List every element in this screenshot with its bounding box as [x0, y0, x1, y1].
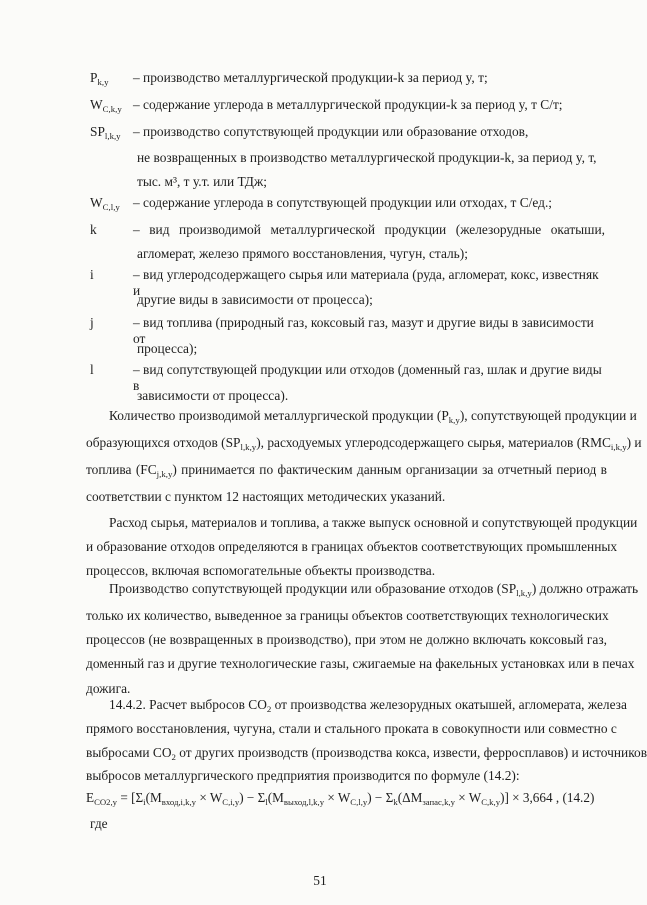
- definition-symbol: $P_{k,y}$: [90, 70, 109, 88]
- paragraph-1-line-1: Количество производимой металлургической продукции $(P_{k,y})$, сопутствующей продукции и: [109, 408, 637, 426]
- paragraph-4-line-1: 14.4.2. Расчет выбросов $CO_2$ от производства железорудных окатышей, агломерата, железа: [109, 697, 627, 715]
- definition-text-cont: зависимости от процесса).: [137, 388, 289, 403]
- formula-14-2: $E_{CO2,y} = [\Sigma_i(M_{вход,i,k,y} \times W_{C,i,y}) - \Sigma_l(M_{выход,l,k,y} \times W_{C,l,y}) - \Sigma_k(\Delta M_{запас,k,y} \times W_{C,k,y})] \times 3,664$ , (14.2): [86, 790, 595, 808]
- paragraph-3-line-1: Производство сопутствующей продукции или образование отходов $(SP_{l,k,y})$ должно отражать: [109, 581, 639, 599]
- definition-symbol: i: [90, 267, 94, 282]
- paragraph-1-line-4: соответствии с пунктом 12 настоящих методических указаний.: [86, 489, 446, 504]
- definition-symbol: j: [90, 315, 94, 330]
- definition-text-cont: процесса);: [137, 341, 198, 356]
- paragraph-4-line-4: выбросов металлургического предприятия производится по формуле (14.2):: [86, 768, 520, 783]
- definition-text: – содержание углерода в сопутствующей продукции или отходах, т С/ед.;: [133, 195, 553, 210]
- definition-text: – вид сопутствующей продукции или отходов (доменный газ, шлак и другие виды в: [133, 362, 602, 393]
- definition-text: – вид топлива (природный газ, коксовый газ, мазут и другие виды в зависимости от: [133, 315, 594, 346]
- definition-text: – производство металлургической продукции-k за период y, т;: [133, 70, 488, 85]
- definition-text: – вид производимой металлургической продукции (железорудные окатыши,: [133, 222, 605, 237]
- paragraph-4-line-2: прямого восстановления, чугуна, стали и стального проката в совокупности или совместно с: [86, 721, 617, 736]
- definition-text: – вид углеродсодержащего сырья или материала (руда, агломерат, кокс, известняк и: [133, 267, 599, 298]
- definition-text-cont: агломерат, железо прямого восстановления, чугун, сталь);: [137, 246, 468, 261]
- paragraph-4-line-3: выбросами $CO_2$ от других производств (производства кокса, извести, ферросплавов) и источников: [86, 745, 647, 763]
- where-label: где: [90, 816, 108, 831]
- paragraph-3-line-4: доменный газ и другие технологические газы, сжигаемые на факельных установках или в печах: [86, 656, 635, 671]
- page-number: 51: [313, 873, 327, 888]
- definition-symbol: $W_{C,l,y}$: [90, 195, 120, 213]
- definition-text: – производство сопутствующей продукции или образование отходов,: [133, 124, 529, 139]
- definition-text-cont: другие виды в зависимости от процесса);: [137, 292, 373, 307]
- definition-text-cont: тыс. м³, т у.т. или ТДж;: [137, 174, 267, 189]
- definition-symbol: $W_{C,k,y}$: [90, 97, 122, 115]
- paragraph-3-line-2: только их количество, выведенное за границы объектов соответствующих технологических: [86, 608, 609, 623]
- definition-text-cont: не возвращенных в производство металлургической продукции-k, за период y, т,: [137, 150, 597, 165]
- paragraph-1-line-2: образующихся отходов $(SP_{l,k,y})$, расходуемых углеродсодержащего сырья, материалов $(RMC_{i,k,y})$ и: [86, 435, 642, 453]
- definition-symbol: $SP_{l,k,y}$: [90, 124, 121, 142]
- paragraph-2-line-1: Расход сырья, материалов и топлива, а также выпуск основной и сопутствующей продукции: [109, 515, 638, 530]
- paragraph-1-line-3: топлива $(FC_{j,k,y})$ принимается по фактическим данным организации за отчетный период в: [86, 462, 607, 480]
- paragraph-2-line-2: и образование отходов определяются в границах объектов соответствующих промышленных: [86, 539, 618, 554]
- definition-symbol: k: [90, 222, 97, 237]
- paragraph-3-line-3: процессов (не возвращенных в производство), при этом не должно включать коксовый газ,: [86, 632, 607, 647]
- paragraph-3-line-5: дожига.: [86, 681, 131, 696]
- definition-text: – содержание углерода в металлургической продукции-k за период y, т С/т;: [133, 97, 563, 112]
- paragraph-2-line-3: процессов, включая вспомогательные объекты производства.: [86, 563, 436, 578]
- definition-symbol: l: [90, 362, 94, 377]
